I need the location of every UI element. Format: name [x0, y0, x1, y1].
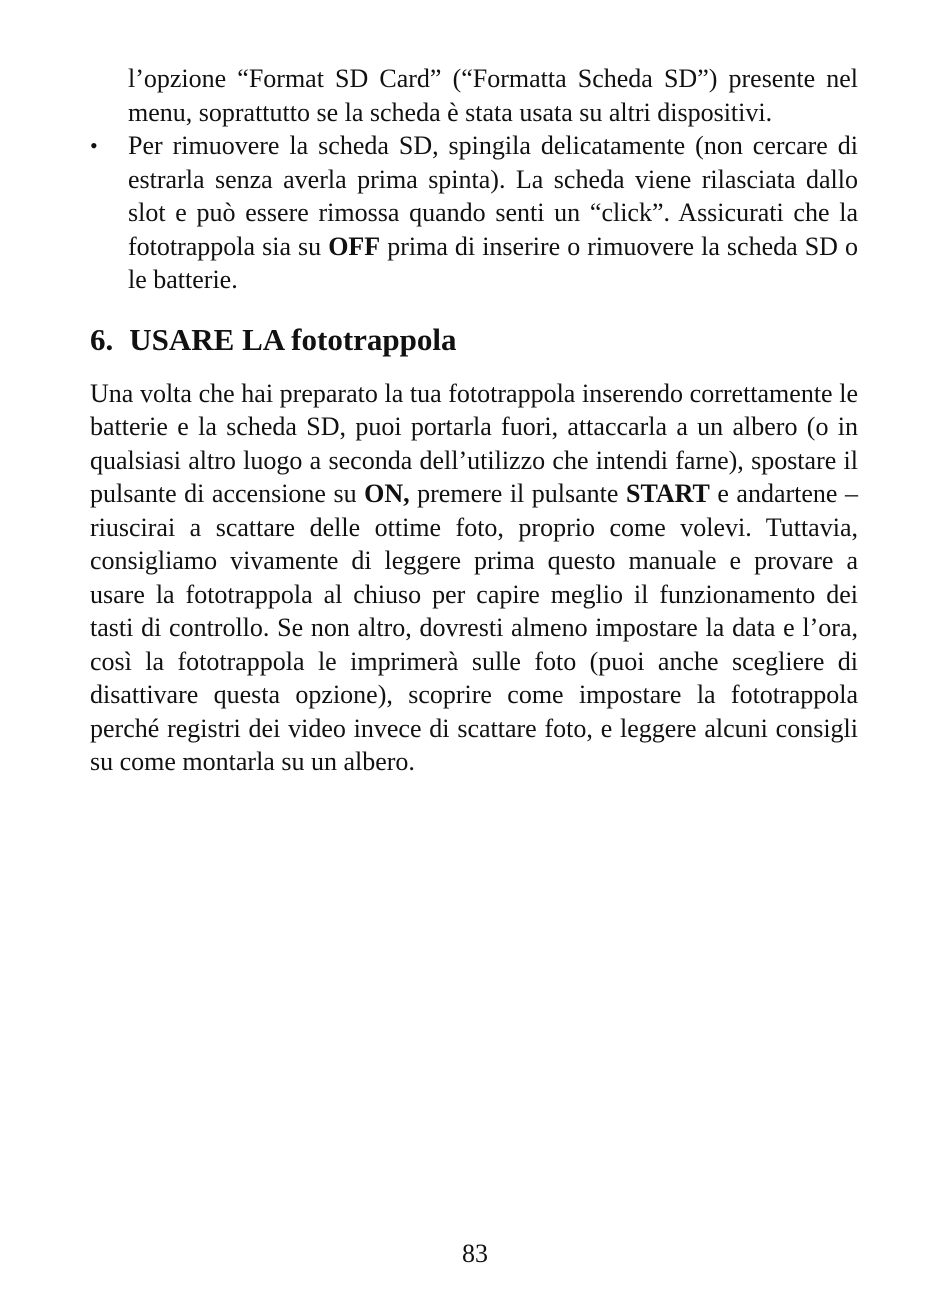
section-number: 6. [90, 321, 114, 357]
bullet-text-part: Per rimuovere la scheda SD, spingila delicatamente (non cercare di estrarla senza averla prima spinta). La scheda viene rilasciata dallo slot e può essere rimossa quando senti un “click”. Assicurati che la fototrappola sia su [128, 131, 858, 261]
bullet-item-remove-sd [90, 129, 858, 297]
bullet-marker: • [90, 133, 98, 158]
section-heading [90, 321, 858, 359]
bullet-item-continuation [128, 62, 858, 129]
section-paragraph [90, 377, 858, 779]
bullet-text-part: prima di inserire o rimuovere la scheda SD o le batterie. [128, 231, 858, 294]
paragraph-text-part: e andartene – riuscirai a scattare delle ottime foto, proprio come volevi. Tuttavia, consigliamo vivamente di leggere prima questo manuale e provare a usare la fototrappola al chiuso per capire meglio il funzionamento dei tasti di controllo. Se non altro, dovresti almeno impostare la data e l’ora, così la fototrappola le imprimerà sulle foto (puoi anche scegliere di disattivare questa opzione), scoprire come impostare la fototrappola perché registri dei video invece di scattare foto, e leggere alcuni consigli su come montarla su un albero. [90, 479, 858, 776]
page-number: 83 [462, 1239, 488, 1268]
page-content [90, 62, 858, 779]
paragraph-text-part: Una volta che hai preparato la tua fototrappola inserendo correttamente le batterie e la scheda SD, puoi portarla fuori, attaccarla a un albero (o in qualsiasi altro luogo a seconda dell’utilizzo che intendi farne), spostare il pulsante di accensione su [90, 378, 858, 508]
bold-on-label: ON, [364, 479, 410, 508]
bold-start-label: START [625, 479, 710, 508]
bullet-list [90, 62, 858, 297]
bold-off-label: OFF [328, 231, 381, 261]
section-body [90, 377, 858, 779]
section-title: USARE LA fototrappola [129, 321, 457, 357]
paragraph-text-part: premere il pulsante [409, 479, 626, 508]
bullet-text: l’opzione “Format SD Card” (“Formatta Scheda SD”) presente nel menu, soprattutto se la scheda è stata usata su altri dispositivi. [128, 64, 858, 127]
